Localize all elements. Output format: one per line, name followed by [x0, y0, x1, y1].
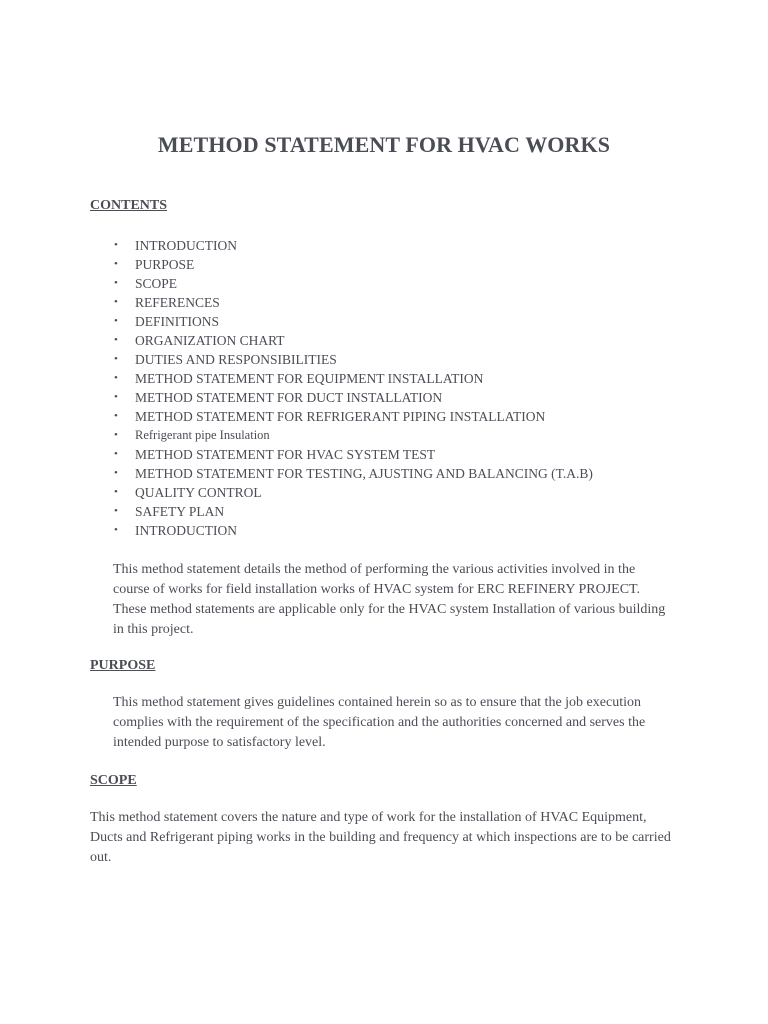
bullet-icon: • [114, 239, 118, 251]
contents-item-label: QUALITY CONTROL [135, 485, 262, 500]
contents-item [114, 464, 593, 483]
contents-item [114, 236, 593, 255]
contents-item [114, 407, 593, 426]
contents-item [114, 369, 593, 388]
contents-item-label: METHOD STATEMENT FOR REFRIGERANT PIPING INSTALLATION [135, 409, 546, 424]
contents-item [114, 483, 593, 502]
purpose-heading: PURPOSE [90, 658, 156, 673]
contents-item [114, 331, 593, 350]
bullet-icon: • [114, 410, 118, 422]
bullet-icon: • [114, 429, 118, 441]
bullet-icon: • [114, 334, 118, 346]
contents-item [114, 521, 593, 540]
contents-item [114, 255, 593, 274]
contents-item-label: SAFETY PLAN [135, 504, 225, 519]
contents-item [114, 312, 593, 331]
contents-item [114, 388, 593, 407]
bullet-icon: • [114, 315, 118, 327]
contents-item-label: DUTIES AND RESPONSIBILITIES [135, 352, 337, 367]
contents-item-label: METHOD STATEMENT FOR EQUIPMENT INSTALLATION [135, 371, 484, 386]
contents-item-label: ORGANIZATION CHART [135, 333, 285, 348]
bullet-icon: • [114, 353, 118, 365]
bullet-icon: • [114, 524, 118, 536]
contents-item-label: METHOD STATEMENT FOR DUCT INSTALLATION [135, 390, 443, 405]
contents-item-label: PURPOSE [135, 257, 195, 272]
scope-paragraph: This method statement covers the nature and type of work for the installation of HVAC Equipment, Ducts and Refrigerant piping works in the building and frequency at which inspections are to be carried out. [90, 810, 671, 865]
scope-heading: SCOPE [90, 773, 137, 788]
document-title: METHOD STATEMENT FOR HVAC WORKS [157, 132, 611, 157]
bullet-icon: • [114, 296, 118, 308]
bullet-icon: • [114, 277, 118, 289]
bullet-icon: • [114, 505, 118, 517]
bullet-icon: • [114, 467, 118, 479]
contents-item-label: INTRODUCTION [135, 523, 237, 538]
contents-heading: CONTENTS [90, 198, 168, 213]
contents-item-label: METHOD STATEMENT FOR TESTING, AJUSTING AND BALANCING (T.A.B) [135, 466, 593, 481]
contents-list [114, 236, 593, 540]
contents-item-label: Refrigerant pipe Insulation [135, 428, 270, 442]
contents-item-label: DEFINITIONS [135, 314, 219, 329]
contents-item-label: METHOD STATEMENT FOR HVAC SYSTEM TEST [135, 447, 436, 462]
bullet-icon: • [114, 258, 118, 270]
contents-item-label: REFERENCES [135, 295, 220, 310]
contents-item-label: SCOPE [135, 276, 178, 291]
contents-item-label: INTRODUCTION [135, 238, 237, 253]
contents-item [114, 293, 593, 312]
contents-item [114, 445, 593, 464]
contents-item [114, 502, 593, 521]
contents-item [114, 426, 593, 445]
contents-item [114, 350, 593, 369]
introduction-paragraph: This method statement details the method of performing the various activities involved in the course of works for field installation works of HVAC system for ERC REFINERY PROJECT. These method statements are applicable only for the HVAC system Installation of various building in this project. [113, 562, 666, 637]
bullet-icon: • [114, 486, 118, 498]
bullet-icon: • [114, 448, 118, 460]
bullet-icon: • [114, 391, 118, 403]
bullet-icon: • [114, 372, 118, 384]
purpose-paragraph: This method statement gives guidelines contained herein so as to ensure that the job execution complies with the requirement of the specification and the authorities concerned and serves the intended purpose to satisfactory level. [113, 695, 646, 750]
contents-item [114, 274, 593, 293]
